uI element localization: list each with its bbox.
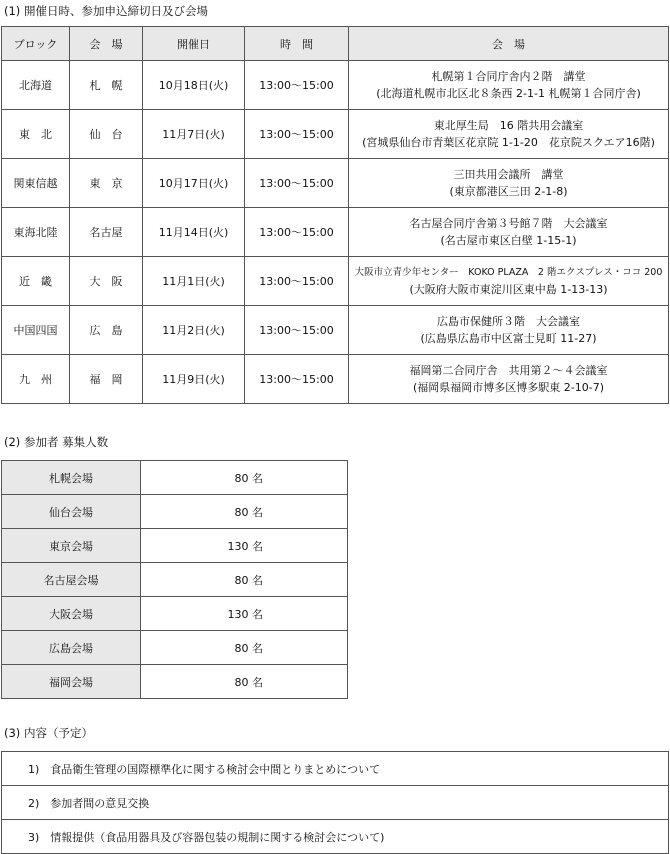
count-cell: 80 名 bbox=[141, 495, 348, 529]
block-cell: 関東信越 bbox=[2, 159, 70, 208]
venue-address: (大阪府大阪市東淀川区東中島 1-13-13) bbox=[409, 283, 608, 296]
count-cell: 80 名 bbox=[141, 631, 348, 665]
venue-name: 東北厚生局 16 階共用会議室 bbox=[433, 119, 584, 132]
block-cell: 中国四国 bbox=[2, 306, 70, 355]
table-row bbox=[2, 665, 348, 699]
header-time: 時 間 bbox=[245, 27, 349, 61]
city-cell: 仙 台 bbox=[70, 110, 143, 159]
venue-name-cell: 広島会場 bbox=[2, 631, 141, 665]
time-cell: 13:00～15:00 bbox=[245, 208, 349, 257]
block-cell: 近 畿 bbox=[2, 257, 70, 306]
venue-name-cell: 名古屋会場 bbox=[2, 563, 141, 597]
venue-name-cell: 大阪会場 bbox=[2, 597, 141, 631]
time-cell: 13:00～15:00 bbox=[245, 306, 349, 355]
venue-name: 福岡第二合同庁舎 共用第２～４会議室 bbox=[409, 364, 608, 377]
date-cell: 11月14日(火) bbox=[143, 208, 245, 257]
count-cell: 80 名 bbox=[141, 665, 348, 699]
date-cell: 10月17日(火) bbox=[143, 159, 245, 208]
venue-name-cell: 東京会場 bbox=[2, 529, 141, 563]
table-row bbox=[2, 495, 348, 529]
section1-heading: (1) 開催日時、参加申込締切日及び会場 bbox=[4, 4, 208, 18]
section3-heading: (3) 内容（予定） bbox=[4, 726, 93, 740]
schedule-table bbox=[1, 26, 669, 404]
venue-name: 名古屋合同庁舎第３号館７階 大会議室 bbox=[409, 217, 608, 230]
count-cell: 130 名 bbox=[141, 597, 348, 631]
table-row bbox=[2, 597, 348, 631]
table-row bbox=[2, 159, 669, 208]
capacity-table bbox=[1, 460, 348, 699]
schedule-header-row bbox=[2, 27, 669, 61]
venue-cell bbox=[349, 257, 669, 306]
time-cell: 13:00～15:00 bbox=[245, 355, 349, 404]
table-row bbox=[2, 529, 348, 563]
block-cell: 九 州 bbox=[2, 355, 70, 404]
venue-name-cell: 福岡会場 bbox=[2, 665, 141, 699]
venue-cell bbox=[349, 208, 669, 257]
venue-address: (福岡県福岡市博多区博多駅東 2-10-7) bbox=[412, 381, 604, 394]
section2-heading: (2) 参加者 募集人数 bbox=[4, 435, 109, 449]
table-row bbox=[2, 786, 669, 820]
date-cell: 11月2日(火) bbox=[143, 306, 245, 355]
header-venue: 会 場 bbox=[349, 27, 669, 61]
date-cell: 11月1日(火) bbox=[143, 257, 245, 306]
venue-address: (北海道札幌市北区北８条西 2-1-1 札幌第１合同庁舎) bbox=[376, 87, 641, 100]
time-cell: 13:00～15:00 bbox=[245, 61, 349, 110]
header-city: 会 場 bbox=[70, 27, 143, 61]
city-cell: 広 島 bbox=[70, 306, 143, 355]
date-cell: 11月9日(火) bbox=[143, 355, 245, 404]
block-cell: 東 北 bbox=[2, 110, 70, 159]
city-cell: 札 幌 bbox=[70, 61, 143, 110]
table-row bbox=[2, 61, 669, 110]
venue-cell bbox=[349, 355, 669, 404]
venue-address: (名古屋市東区白壁 1-15-1) bbox=[440, 234, 577, 247]
header-date: 開催日 bbox=[143, 27, 245, 61]
venue-name-cell: 札幌会場 bbox=[2, 461, 141, 495]
time-cell: 13:00～15:00 bbox=[245, 159, 349, 208]
venue-address: (広島県広島市中区富士見町 11-27) bbox=[420, 332, 597, 345]
content-item: 3) 情報提供（食品用器具及び容器包装の規制に関する検討会について) bbox=[2, 820, 669, 854]
city-cell: 名古屋 bbox=[70, 208, 143, 257]
time-cell: 13:00～15:00 bbox=[245, 110, 349, 159]
table-row bbox=[2, 820, 669, 854]
venue-name: 広島市保健所３階 大会議室 bbox=[437, 315, 580, 328]
venue-address: (宮城県仙台市青葉区花京院 1-1-20 花京院スクエア16階) bbox=[362, 136, 655, 149]
table-row bbox=[2, 563, 348, 597]
city-cell: 東 京 bbox=[70, 159, 143, 208]
table-row bbox=[2, 355, 669, 404]
table-row bbox=[2, 631, 348, 665]
block-cell: 東海北陸 bbox=[2, 208, 70, 257]
table-row bbox=[2, 461, 348, 495]
content-item: 2) 参加者間の意見交換 bbox=[2, 786, 669, 820]
venue-cell bbox=[349, 61, 669, 110]
venue-cell bbox=[349, 159, 669, 208]
venue-cell bbox=[349, 306, 669, 355]
venue-name: 札幌第１合同庁舎内２階 講堂 bbox=[431, 70, 586, 83]
city-cell: 大 阪 bbox=[70, 257, 143, 306]
date-cell: 11月7日(火) bbox=[143, 110, 245, 159]
time-cell: 13:00～15:00 bbox=[245, 257, 349, 306]
table-row bbox=[2, 110, 669, 159]
table-row bbox=[2, 306, 669, 355]
table-row bbox=[2, 752, 669, 786]
venue-cell bbox=[349, 110, 669, 159]
count-cell: 130 名 bbox=[141, 529, 348, 563]
content-item: 1) 食品衛生管理の国際標準化に関する検討会中間とりまとめについて bbox=[2, 752, 669, 786]
table-row bbox=[2, 257, 669, 306]
count-cell: 80 名 bbox=[141, 563, 348, 597]
venue-address: (東京都港区三田 2-1-8) bbox=[449, 185, 568, 198]
city-cell: 福 岡 bbox=[70, 355, 143, 404]
venue-name-cell: 仙台会場 bbox=[2, 495, 141, 529]
count-cell: 80 名 bbox=[141, 461, 348, 495]
header-block: ブロック bbox=[2, 27, 70, 61]
content-table bbox=[1, 751, 669, 854]
block-cell: 北海道 bbox=[2, 61, 70, 110]
table-row bbox=[2, 208, 669, 257]
venue-name: 三田共用会議所 講堂 bbox=[453, 168, 564, 181]
date-cell: 10月18日(火) bbox=[143, 61, 245, 110]
venue-name: 大阪市立青少年センター KOKO PLAZA 2 階エクスプレス・ココ 200 bbox=[354, 267, 663, 278]
